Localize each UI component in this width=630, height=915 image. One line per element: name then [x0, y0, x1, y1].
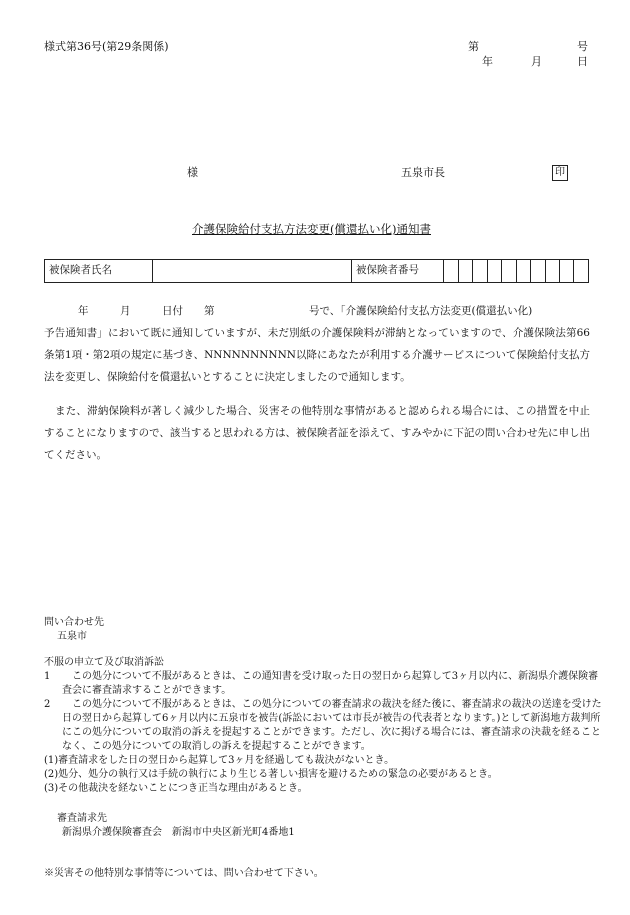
insured-number-label: 被保険者番号 [352, 260, 444, 283]
review-body: 新潟県介護保険審査会 新潟市中央区新光町4番地1 [62, 827, 295, 838]
date-day: 日 [577, 55, 588, 68]
body-paragraph-1-rest: 予告通知書」において既に通知していますが、未だ別紙の介護保険料が滞納となっていますので、介護保険法第66条第1項・第2項の規定に基づき、NNNNNNNNNN以降にあなたが利用する介護サービスについて保険給付支払方法を変更し、保険給付を償還払いとすることに決定しましたので通知します。 [44, 327, 590, 383]
seal-mark [552, 165, 568, 181]
contact-heading: 問い合わせ先 [44, 617, 104, 628]
insured-number-digit [473, 260, 487, 283]
doc-number-suffix: 号 [577, 40, 588, 53]
doc-number-prefix: 第 [468, 40, 479, 53]
review-heading: 審査請求先 [57, 813, 107, 824]
addressee-sama: 様 [187, 166, 198, 179]
insured-number-digit [502, 260, 516, 283]
appeal-heading: 不服の申立て及び取消訴訟 [44, 657, 164, 668]
appeal-item-text: この処分について不服があるときは、この処分についての審査請求の裁決を経た後に、審査請求の裁決の送達を受けた日の翌日から起算して6ヶ月以内に五泉市を被告(訴訟においては市長が被告の代表者となります。)として新潟地方裁判所にこの処分についての取消の訴えを提起することができます。ただし、次に掲げる場合には、審査請求の決裁を経ることなく、この処分についての取消しの訴えを提起することができます。 [62, 699, 602, 752]
appeal-item [44, 670, 604, 698]
date-year: 年 [482, 55, 493, 68]
appeal-item-number: 2 [44, 699, 51, 710]
appeal-section [44, 656, 604, 796]
issuer-name: 五泉市長 [401, 166, 445, 179]
appeal-sub-item: (1)審査請求をした日の翌日から起算して3ヶ月を経過しても裁決がないとき。 [44, 755, 395, 766]
appeal-sub-item: (2)処分、処分の執行又は手続の執行により生じる著しい損害を避けるための緊急の必要があるとき。 [44, 769, 498, 780]
insured-name-label: 被保険者氏名 [45, 260, 153, 283]
seal-icon: 印 [552, 165, 568, 181]
insured-number-digit [531, 260, 545, 283]
insured-number-digit [458, 260, 472, 283]
insured-number-digit [516, 260, 530, 283]
insured-name-value [152, 260, 351, 283]
date-month: 月 [531, 55, 542, 68]
footer-note: ※災害その他特別な事情等については、問い合わせて下さい。 [44, 868, 324, 879]
form-number: 様式第36号(第29条関係) [44, 40, 169, 53]
body-paragraph-1-line-1: 年 月 日付 第 号で、「介護保険給付支払方法変更(償還払い化) [78, 305, 533, 317]
document-title: 介護保険給付支払方法変更(償還払い化)通知書 [192, 222, 431, 236]
appeal-item-number: 1 [44, 671, 51, 682]
insured-number-digit [545, 260, 559, 283]
insured-number-digit [487, 260, 501, 283]
body-paragraph-2: また、滞納保険料が著しく減少した場合、災害その他特別な事情があると認められる場合には、この措置を中止することになりますので、該当すると思われる方は、被保険者証を添えて、すみやかに下記の問い合わせ先に申し出てください。 [44, 405, 590, 461]
insured-number-digit [444, 260, 458, 283]
insured-info-table [44, 259, 589, 283]
appeal-item [44, 698, 604, 754]
insured-number-digit [559, 260, 573, 283]
appeal-item-text: この処分について不服があるときは、この通知書を受け取った日の翌日から起算して3ヶ月以内に、新潟県介護保険審査会に審査請求することができます。 [62, 671, 599, 696]
contact-name: 五泉市 [57, 631, 87, 642]
insured-number-digit [574, 260, 589, 283]
body-paragraph-1 [44, 300, 590, 388]
appeal-sub-item: (3)その他裁決を経ないことにつき正当な理由があるとき。 [44, 783, 308, 794]
